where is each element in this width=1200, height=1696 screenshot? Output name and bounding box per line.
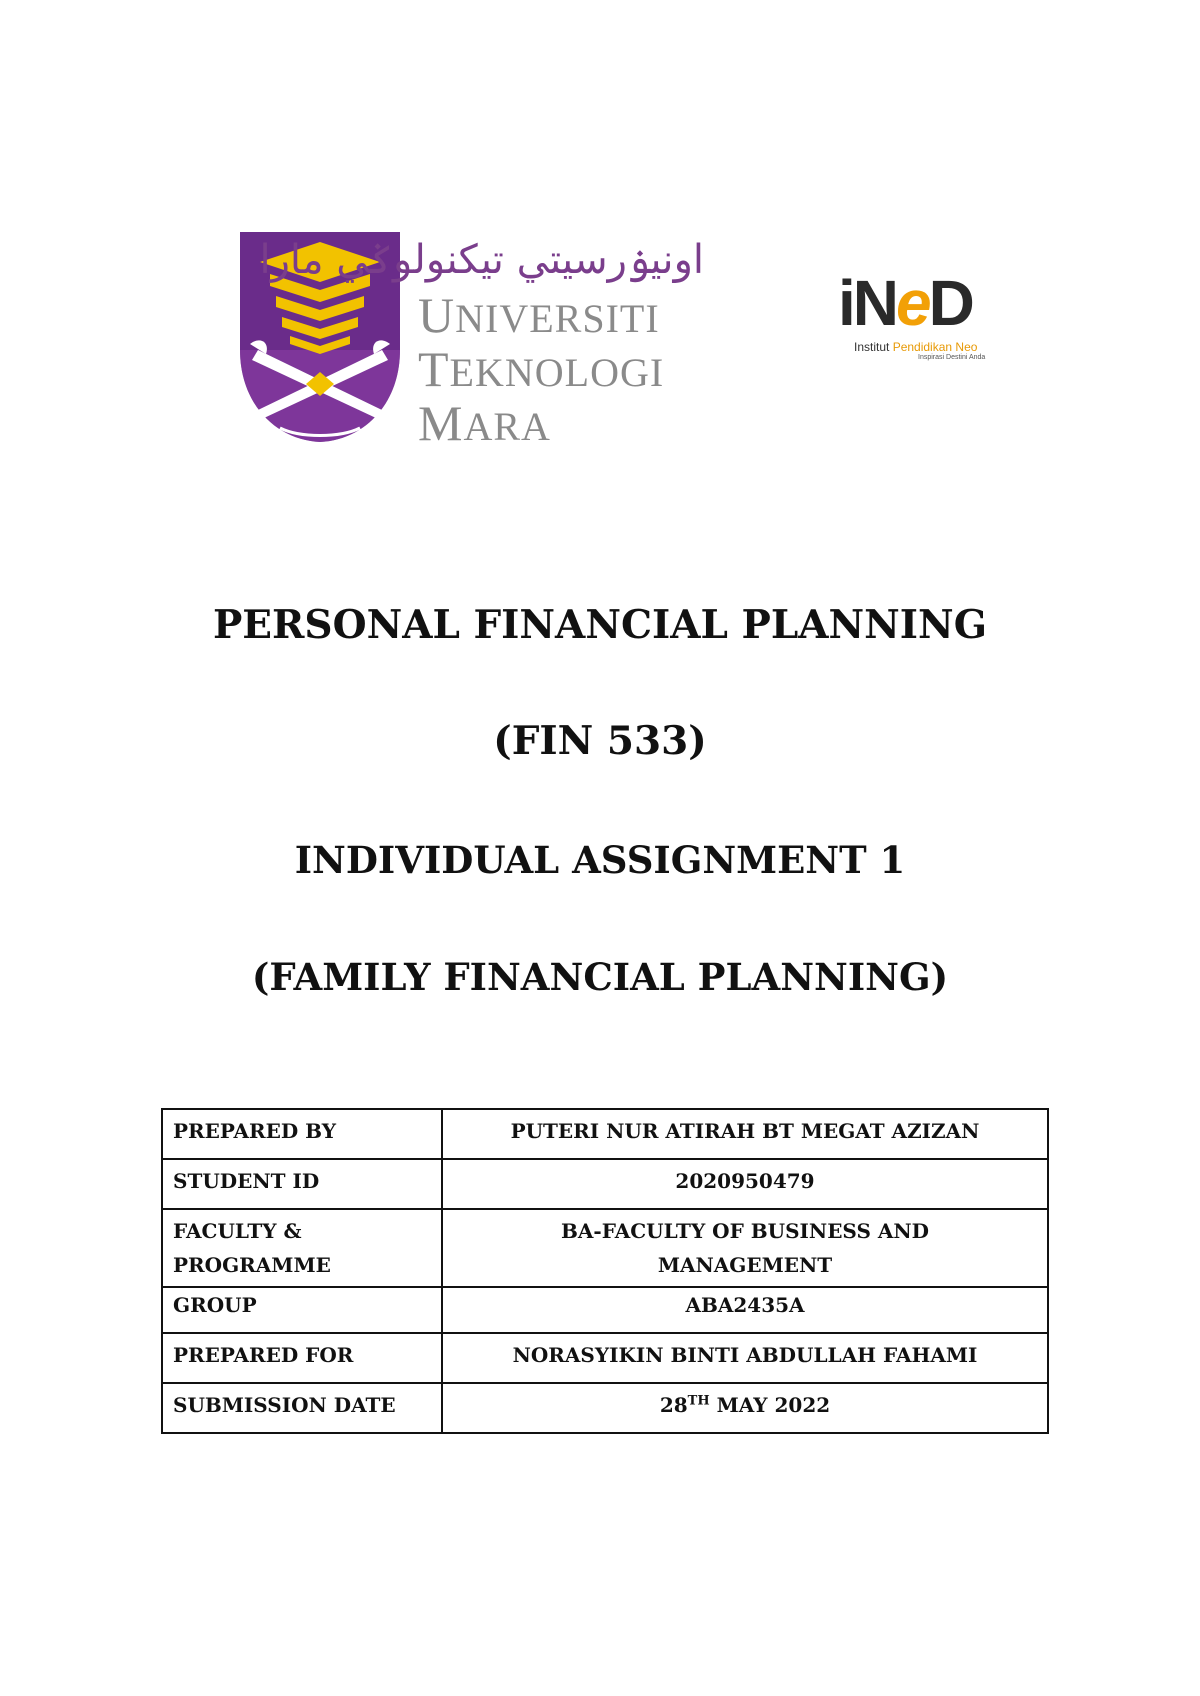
group-value: ABA2435A — [442, 1287, 1048, 1333]
assignment-topic: (FAMILY FINANCIAL PLANNING) — [251, 955, 949, 999]
table-row — [162, 1333, 1048, 1383]
table-row — [162, 1109, 1048, 1159]
uitm-wordmark-line-3: MARA — [418, 395, 551, 451]
ined-logo — [838, 268, 988, 368]
uitm-wordmark-line-1: UNIVERSITI — [418, 287, 660, 343]
uitm-wordmark — [418, 287, 665, 452]
uitm-jawi-wordmark: اونيۏرسيتي تيكنولوݢي مارا — [259, 237, 704, 283]
prepared-by-label: PREPARED BY — [162, 1109, 442, 1159]
table-row — [162, 1209, 1048, 1287]
course-code: (FIN 533) — [493, 718, 707, 764]
table-row — [162, 1287, 1048, 1333]
table-row — [162, 1159, 1048, 1209]
cover-info-table — [161, 1108, 1049, 1434]
assignment-title: INDIVIDUAL ASSIGNMENT 1 — [294, 838, 906, 882]
ined-tagline: Inspirasi Destini Anda — [918, 354, 986, 361]
ined-wordmark: iNeD — [838, 267, 972, 339]
student-id-label: STUDENT ID — [162, 1159, 442, 1209]
prepared-for-label: PREPARED FOR — [162, 1333, 442, 1383]
faculty-label: FACULTY & PROGRAMME — [162, 1209, 442, 1287]
course-title: PERSONAL FINANCIAL PLANNING — [212, 602, 988, 648]
group-label: GROUP — [162, 1287, 442, 1333]
uitm-wordmark-line-2: TEKNOLOGI — [418, 341, 665, 397]
student-id-value: 2020950479 — [442, 1159, 1048, 1209]
table-row — [162, 1383, 1048, 1433]
prepared-by-value: PUTERI NUR ATIRAH BT MEGAT AZIZAN — [442, 1109, 1048, 1159]
prepared-for-value: NORASYIKIN BINTI ABDULLAH FAHAMI — [442, 1333, 1048, 1383]
submission-date-label: SUBMISSION DATE — [162, 1383, 442, 1433]
uitm-logo — [240, 232, 720, 451]
submission-date-value: 28TH MAY 2022 — [442, 1383, 1048, 1433]
faculty-value: BA-FACULTY OF BUSINESS AND MANAGEMENT — [442, 1209, 1048, 1287]
ined-subtitle: Institut Pendidikan Neo — [854, 340, 978, 354]
